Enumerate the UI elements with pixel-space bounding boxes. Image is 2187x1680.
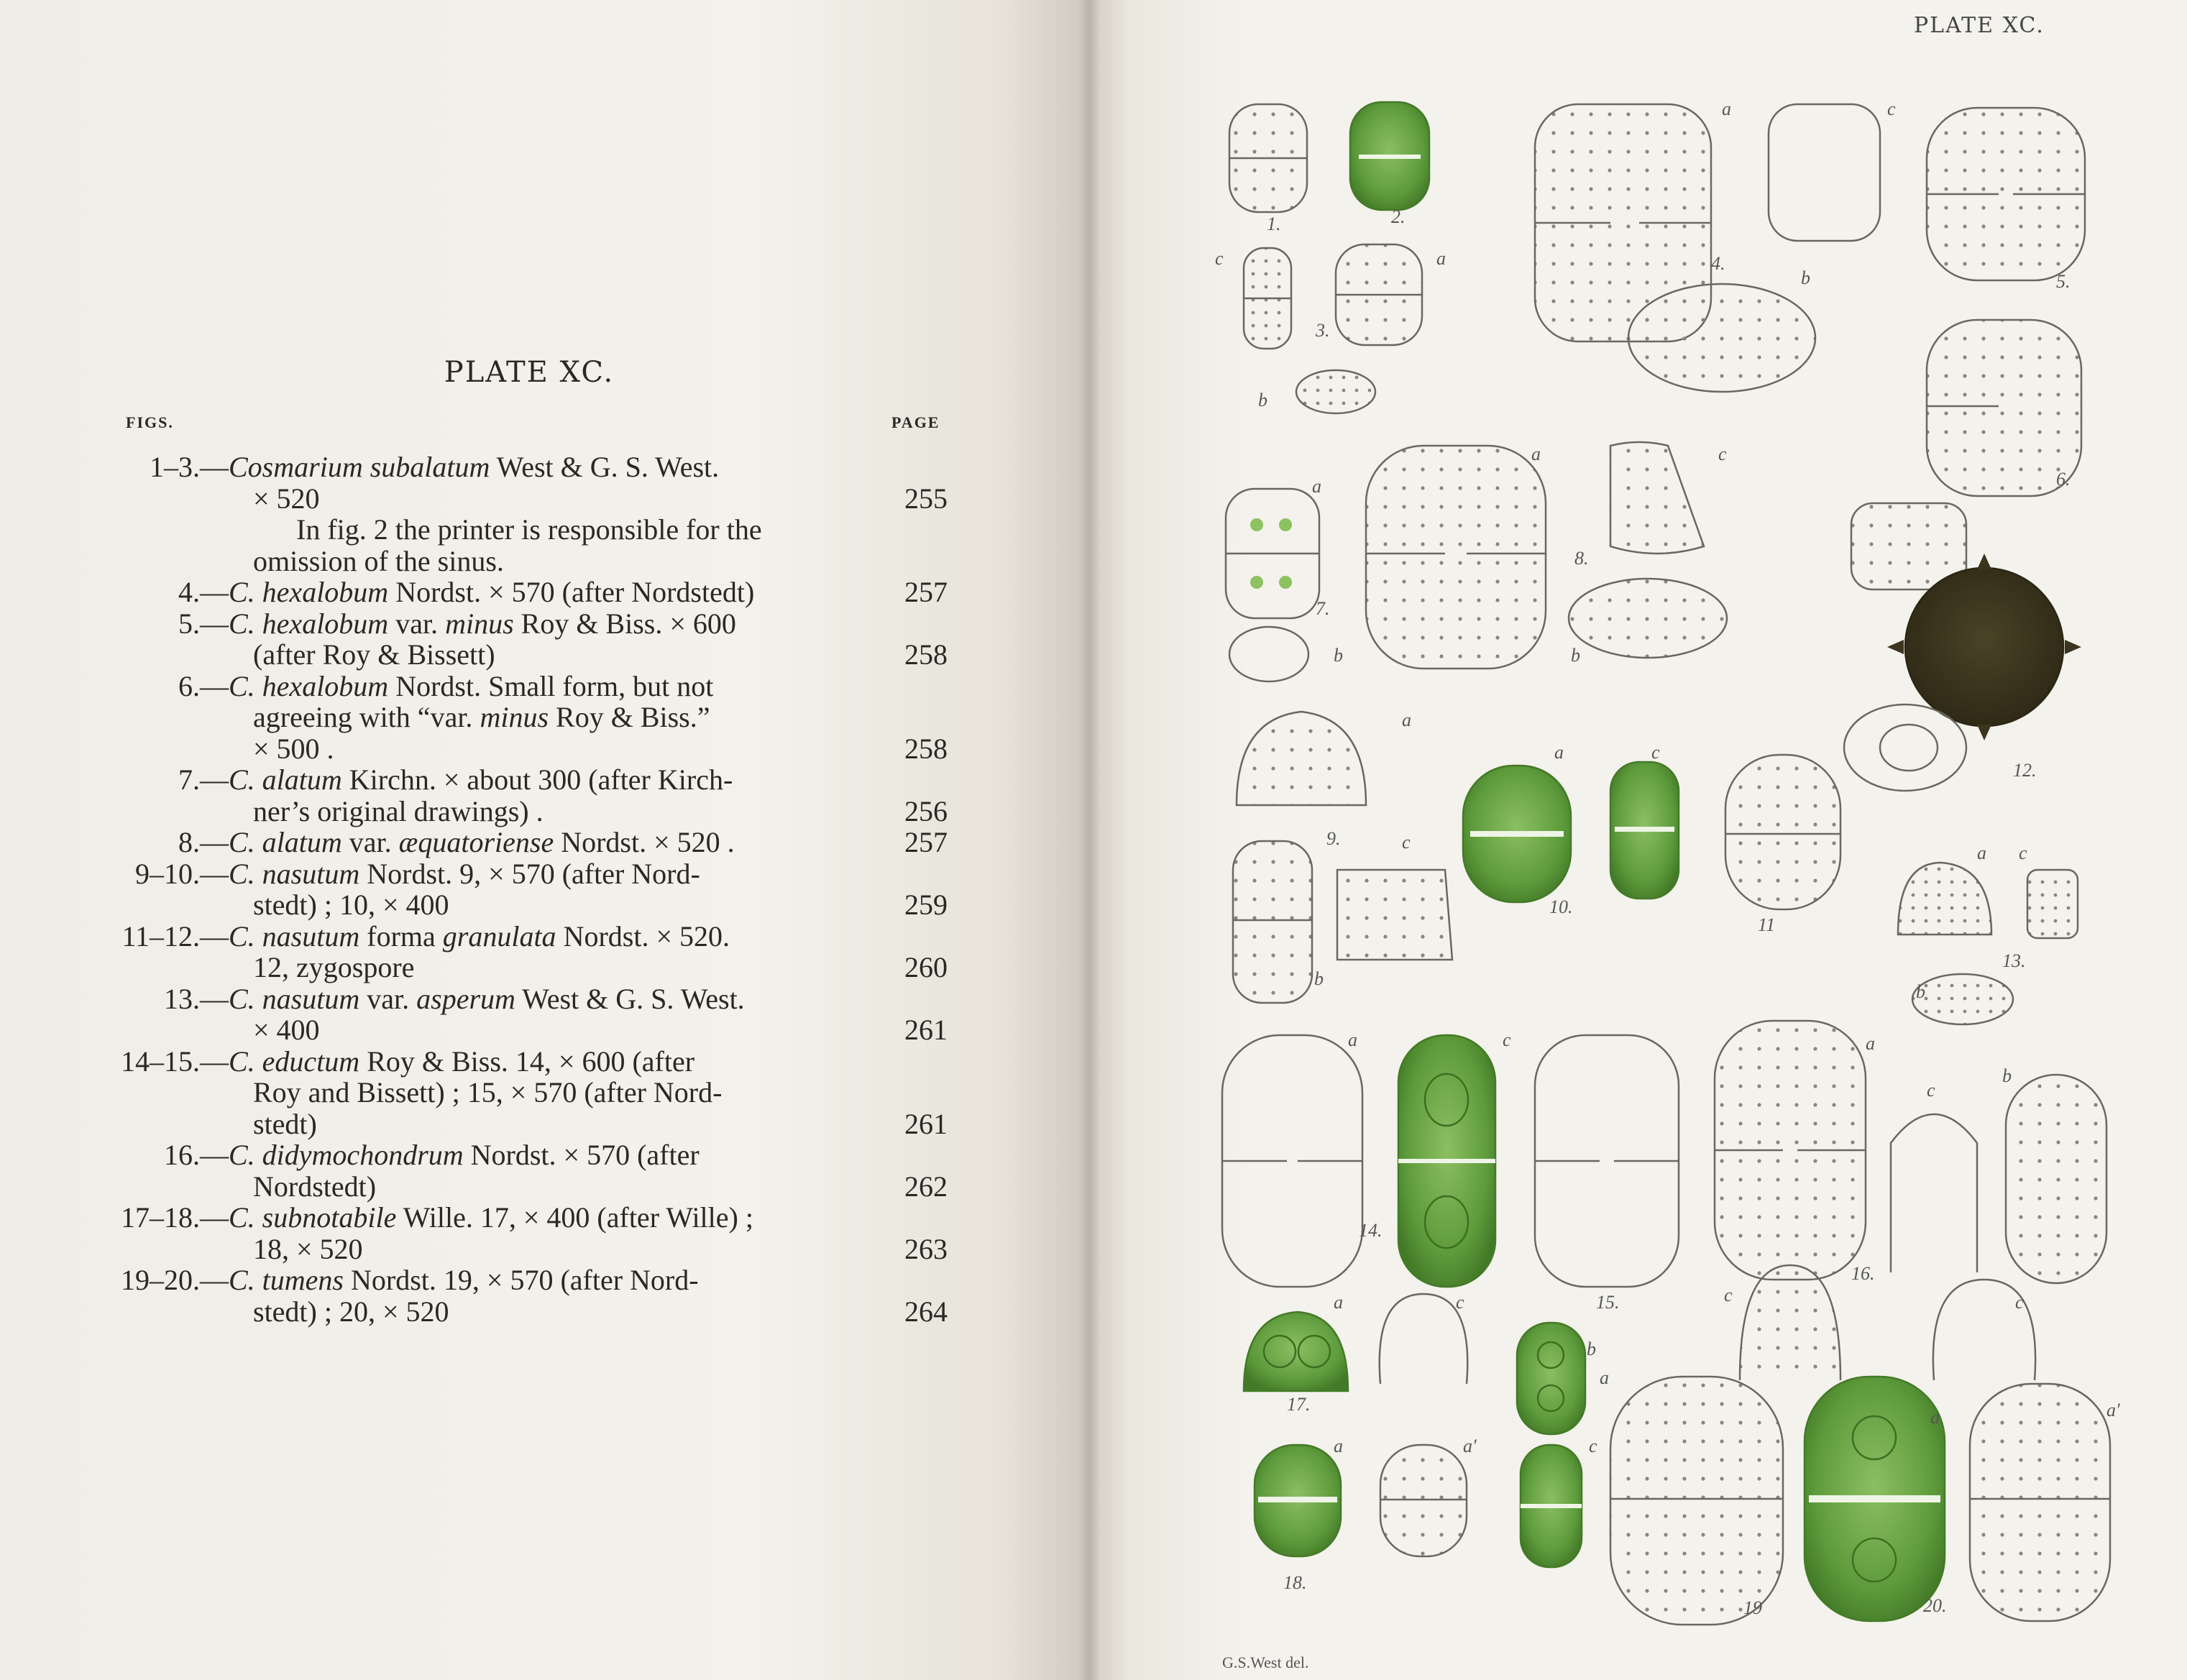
plate-title-left: PLATE XC. [444,356,615,389]
legend-figs: 19–20.— [121,1264,229,1296]
figure-12 [1844,503,2081,791]
label-13a: a [1977,843,1986,863]
legend-page-number: 259 [904,889,948,921]
legend-text: 18, × 520 [253,1232,363,1265]
label-17a: a [1334,1292,1343,1313]
legend-text: 12, zygospore [253,951,415,983]
label-7: 7. [1316,598,1330,619]
legend-text: C. nasutum Nordst. 9, × 570 (after Nord- [229,857,700,890]
legend-page-number: 258 [904,732,948,765]
label-3b: b [1258,390,1267,410]
legend-figs: 14–15.— [121,1045,229,1078]
left-page [0,0,1087,1680]
plate-legend [0,431,1007,1328]
label-20c: c [2015,1292,2024,1313]
figure-10 [1463,762,1679,902]
legend-line [0,889,1007,921]
figure-5 [1927,108,2085,280]
label-18c: c [1589,1436,1597,1456]
legend-figs: 5.— [178,607,229,640]
legend-line [0,1234,1007,1265]
label-10: 10. [1549,896,1573,917]
legend-line [0,1108,1007,1140]
figure-11 [1725,755,1840,909]
label-20: 20. [1923,1595,1947,1616]
label-20a: a [1930,1407,1940,1428]
label-14a: a [1348,1029,1357,1050]
label-8b: b [1571,645,1580,666]
label-3c: c [1215,248,1224,269]
label-13b: b [1916,981,1925,1002]
legend-note-line: omission of the sinus. [253,544,504,577]
legend-page-number: 261 [904,1014,948,1046]
legend-text: C. eductum Roy & Biss. 14, × 600 (after [229,1045,695,1078]
legend-text: stedt) ; 20, × 520 [253,1295,449,1328]
legend-page-number: 258 [904,638,948,671]
figure-1 [1229,104,1307,212]
legend-line [0,639,1007,671]
legend-line [0,702,1007,733]
plate-figures [1208,86,2142,1632]
legend-text: C. subnotabile Wille. 17, × 400 (after Wille) ; [229,1201,753,1234]
legend-page-number: 260 [904,951,948,983]
figure-15 [1535,1035,1679,1287]
legend-figs: 6.— [178,669,229,702]
label-19: 19 [1743,1597,1762,1618]
legend-line [0,1171,1007,1203]
book-gutter [1078,0,1100,1680]
legend-line [0,483,1007,515]
label-9c: c [1402,832,1411,853]
label-18a: a [1334,1436,1343,1456]
legend-page-number: 264 [904,1295,948,1328]
legend-text: stedt) ; 10, × 400 [253,889,449,921]
legend-figs: 8.— [178,826,229,858]
legend-line [0,764,1007,796]
label-8a: a [1531,444,1541,464]
label-13c: c [2019,843,2027,863]
legend-line [0,952,1007,983]
label-13: 13. [2002,950,2026,971]
legend-text: ner’s original drawings) . [253,794,544,827]
label-14: 14. [1359,1220,1383,1241]
label-3a: a [1436,248,1446,269]
legend-page-number: 255 [904,482,948,515]
label-10c: c [1651,742,1660,763]
figure-8 [1366,442,1727,669]
legend-line [0,451,1007,483]
legend-text: C. alatum var. æquatoriense Nordst. × 520 . [229,826,735,858]
legend-page-number: 256 [904,794,948,827]
label-12: 12. [2013,760,2037,781]
label-15: 15. [1596,1292,1620,1313]
label-7b: b [1334,645,1343,666]
label-2: 2. [1391,206,1406,227]
figure-17 [1244,1294,1467,1391]
label-17c: c [1456,1292,1464,1313]
label-4a: a [1722,98,1731,119]
figure-20 [1805,1280,2110,1621]
legend-line [0,671,1007,702]
label-16a: a [1866,1033,1875,1054]
label-10a: a [1554,742,1564,763]
legend-figs: 9–10.— [135,857,229,890]
legend-line [0,1296,1007,1328]
legend-line [0,1264,1007,1296]
illustrator-credit: G.S.West del. [1222,1653,1309,1671]
legend-text: stedt) [253,1107,317,1140]
legend-page-number: 257 [904,576,948,608]
label-19c: c [1724,1285,1733,1305]
legend-figs: 4.— [178,576,229,608]
legend-text: (after Roy & Bissett) [253,638,495,671]
label-9a: a [1402,710,1411,730]
legend-line [0,1046,1007,1078]
legend-line [0,1077,1007,1108]
legend-figs: 13.— [164,982,229,1015]
figure-7 [1226,489,1319,681]
legend-text: × 500 . [253,732,334,765]
legend-text: C. alatum Kirchn. × about 300 (after Kirch- [229,763,733,796]
legend-text: Nordstedt) [253,1170,377,1203]
label-18a-prime: a′ [1463,1436,1477,1456]
label-6: 6. [2056,469,2071,490]
label-17: 17. [1287,1394,1311,1415]
figs-column-header: FIGS. [126,413,174,431]
legend-text: C. tumens Nordst. 19, × 570 (after Nord- [229,1264,699,1296]
label-16b: b [2002,1065,2012,1086]
label-5: 5. [2056,271,2071,292]
legend-text: C. hexalobum Nordst. × 570 (after Nordstedt) [229,576,755,608]
legend-figs: 11–12.— [122,919,229,953]
label-8c: c [1718,444,1727,464]
legend-figs: 7.— [178,763,229,796]
label-7a: a [1312,476,1321,497]
label-19a: a [1600,1367,1609,1388]
legend-text: C. didymochondrum Nordst. × 570 (after [229,1139,700,1171]
label-3: 3. [1316,320,1330,341]
legend-page-number: 257 [904,826,948,858]
figure-4 [1535,104,1880,392]
label-4: 4. [1711,253,1725,274]
legend-line [0,733,1007,765]
label-8: 8. [1574,548,1589,569]
plate-title-right: PLATE XC. [1914,13,2045,38]
legend-line [0,827,1007,858]
legend-text: agreeing with “var. minus Roy & Biss.” [253,701,710,733]
legend-text: C. hexalobum Nordst. Small form, but not [229,669,714,702]
page-column-header: PAGE [891,413,940,431]
legend-line [0,796,1007,827]
legend-line [0,983,1007,1015]
legend-line [0,1202,1007,1234]
label-18b: b [1587,1339,1596,1359]
figure-16 [1715,1021,2106,1283]
label-11: 11 [1758,914,1776,935]
legend-text: × 520 [253,482,320,515]
legend-page-number: 261 [904,1107,948,1140]
label-16c: c [1927,1080,1935,1101]
legend-line [0,1139,1007,1171]
legend-page-number: 262 [904,1170,948,1203]
legend-line [0,921,1007,953]
label-14c: c [1503,1029,1511,1050]
legend-figs: 16.— [164,1139,229,1171]
label-20a-prime: a′ [2106,1400,2120,1420]
legend-text: C. nasutum forma granulata Nordst. × 520. [229,919,730,953]
legend-line [0,1014,1007,1046]
legend-line [0,608,1007,640]
label-4b: b [1801,267,1810,288]
legend-figs: 17–18.— [121,1201,229,1234]
legend-page-number: 263 [904,1232,948,1265]
figure-2 [1350,102,1429,210]
label-9b: b [1314,968,1324,989]
legend-text: Cosmarium subalatum West & G. S. West. [229,451,720,483]
figure-9 [1233,712,1452,1003]
legend-figs: 1–3.— [150,451,229,483]
legend-text: C. hexalobum var. minus Roy & Biss. × 600 [229,607,736,640]
label-4c: c [1887,98,1896,119]
label-1: 1. [1267,214,1281,234]
label-16: 16. [1851,1263,1875,1284]
legend-text: C. nasutum var. asperum West & G. S. West. [229,982,745,1015]
legend-text: × 400 [253,1014,320,1046]
label-9: 9. [1326,828,1341,849]
legend-note-line: In fig. 2 the printer is responsible for the [296,513,762,546]
figure-14 [1222,1035,1495,1287]
legend-line [0,577,1007,608]
legend-line [0,858,1007,890]
legend-text: Roy and Bissett) ; 15, × 570 (after Nord- [253,1076,723,1108]
figure-3 [1244,244,1422,413]
label-18: 18. [1283,1572,1307,1593]
